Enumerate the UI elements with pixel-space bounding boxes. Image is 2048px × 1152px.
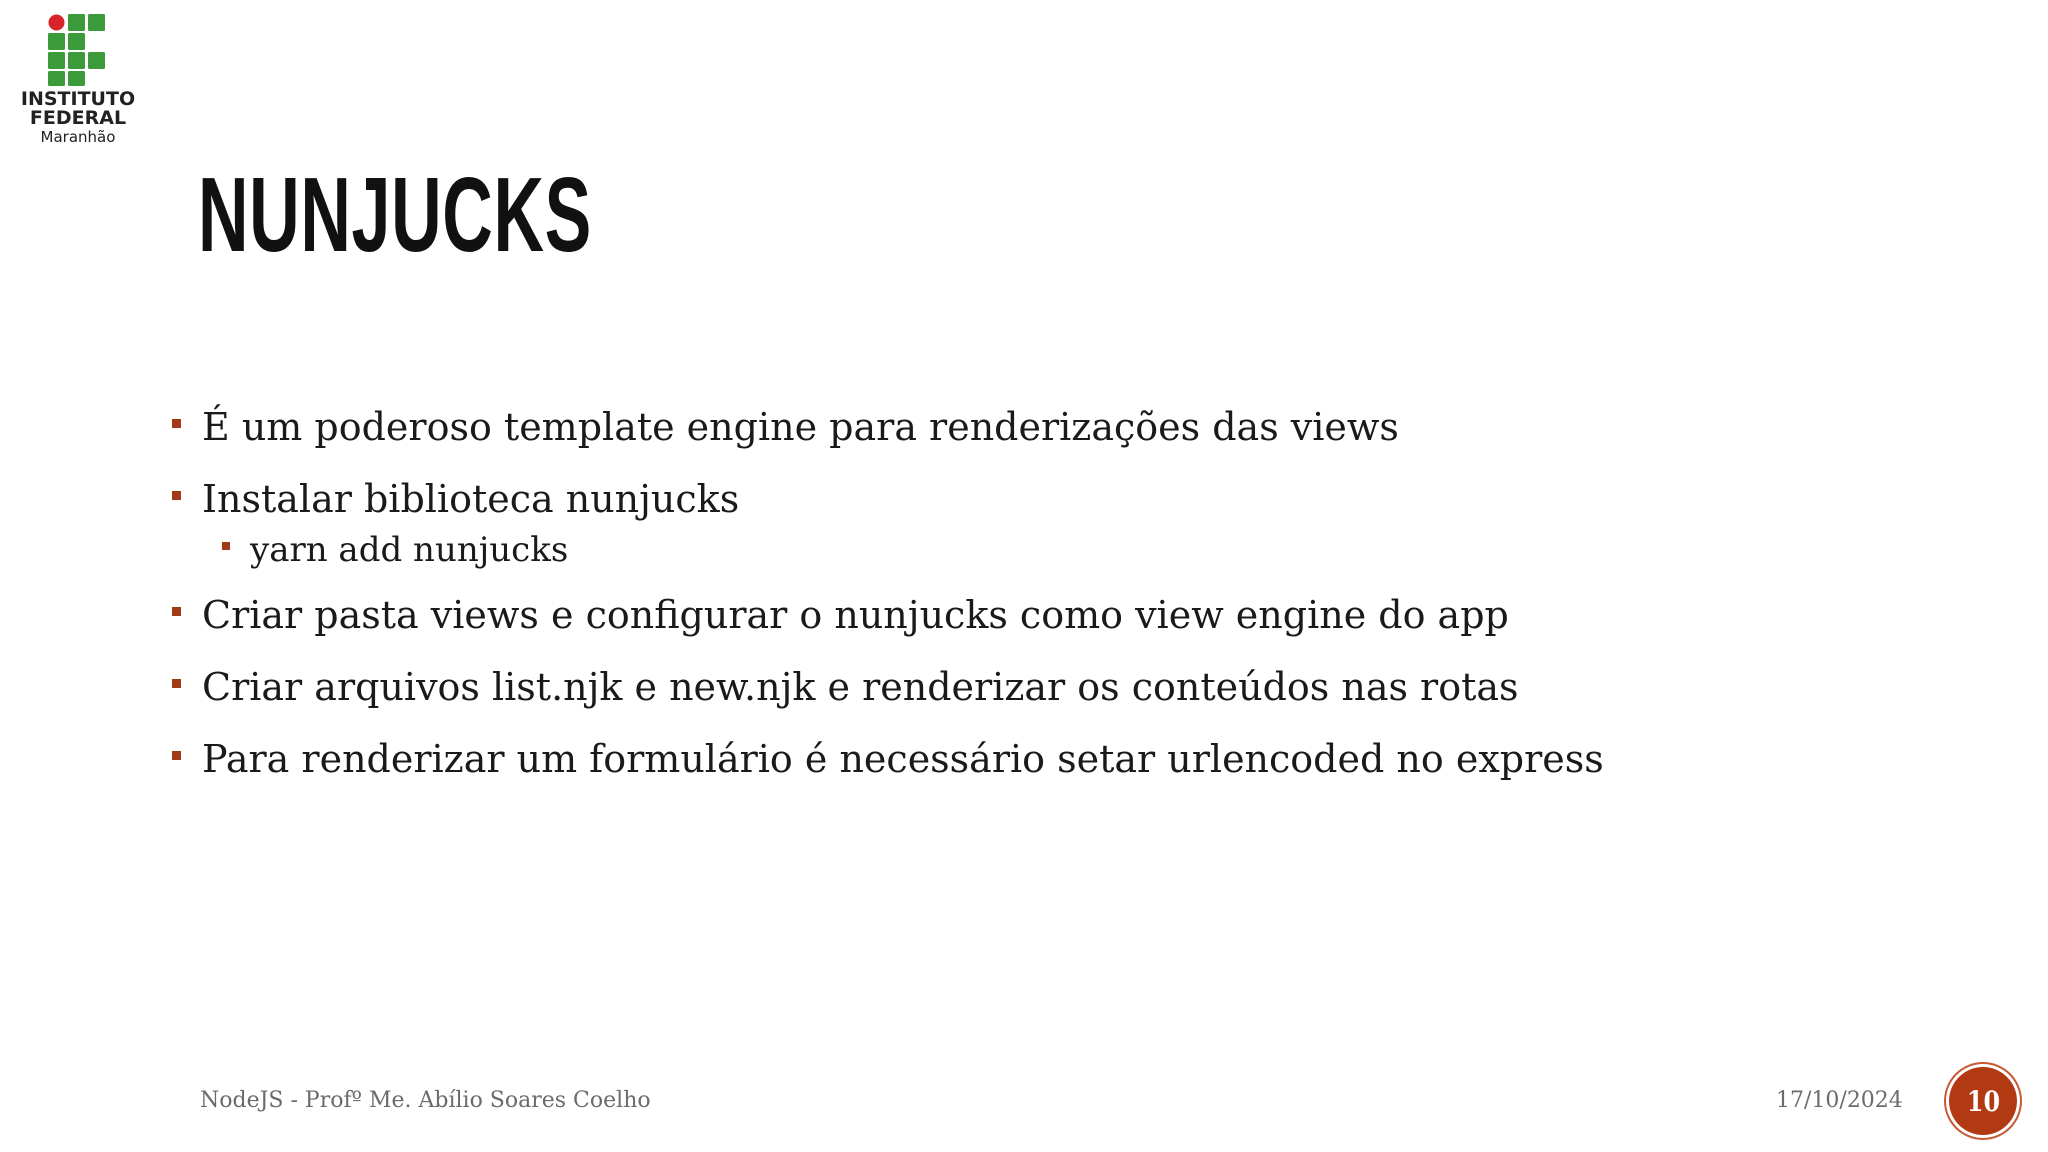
bullet-square-icon bbox=[172, 419, 181, 428]
bullet-text: Criar arquivos list.njk e new.njk e renderizar os conteúdos nas rotas bbox=[202, 665, 1519, 709]
sub-bullet-square-icon bbox=[222, 542, 230, 550]
bullet-item bbox=[170, 402, 1970, 452]
bullet-square-icon bbox=[172, 751, 181, 760]
bullet-list bbox=[170, 402, 1970, 806]
sub-bullet-list bbox=[202, 528, 1970, 572]
logo-text bbox=[18, 90, 138, 146]
footer-date: 17/10/2024 bbox=[1776, 1088, 1903, 1113]
institute-logo bbox=[18, 14, 138, 154]
bullet-item bbox=[170, 474, 1970, 572]
bullet-text: É um poderoso template engine para renderizações das views bbox=[202, 405, 1399, 449]
bullet-item bbox=[170, 590, 1970, 640]
logo-line-instituto: INSTITUTO bbox=[20, 88, 136, 110]
sub-bullet-text: yarn add nunjucks bbox=[250, 530, 569, 570]
bullet-square-icon bbox=[172, 491, 181, 500]
bullet-text: Criar pasta views e configurar o nunjucks como view engine do app bbox=[202, 593, 1509, 637]
bullet-item bbox=[170, 734, 1970, 784]
bullet-square-icon bbox=[172, 679, 181, 688]
logo-line-federal: FEDERAL bbox=[29, 107, 127, 129]
page-number: 10 bbox=[1966, 1084, 2000, 1118]
footer-author: NodeJS - Profº Me. Abílio Soares Coelho bbox=[200, 1088, 651, 1113]
bullet-square-icon bbox=[172, 607, 181, 616]
bullet-text: Para renderizar um formulário é necessário setar urlencoded no express bbox=[202, 737, 1604, 781]
slide-title: NUNJUCKS bbox=[198, 156, 592, 274]
page-number-badge bbox=[1946, 1064, 2020, 1138]
sub-bullet-item bbox=[202, 528, 1970, 572]
if-logo-icon bbox=[48, 14, 106, 86]
bullet-item bbox=[170, 662, 1970, 712]
bullet-text: Instalar biblioteca nunjucks bbox=[202, 477, 740, 521]
logo-line-campus: Maranhão bbox=[40, 128, 116, 146]
